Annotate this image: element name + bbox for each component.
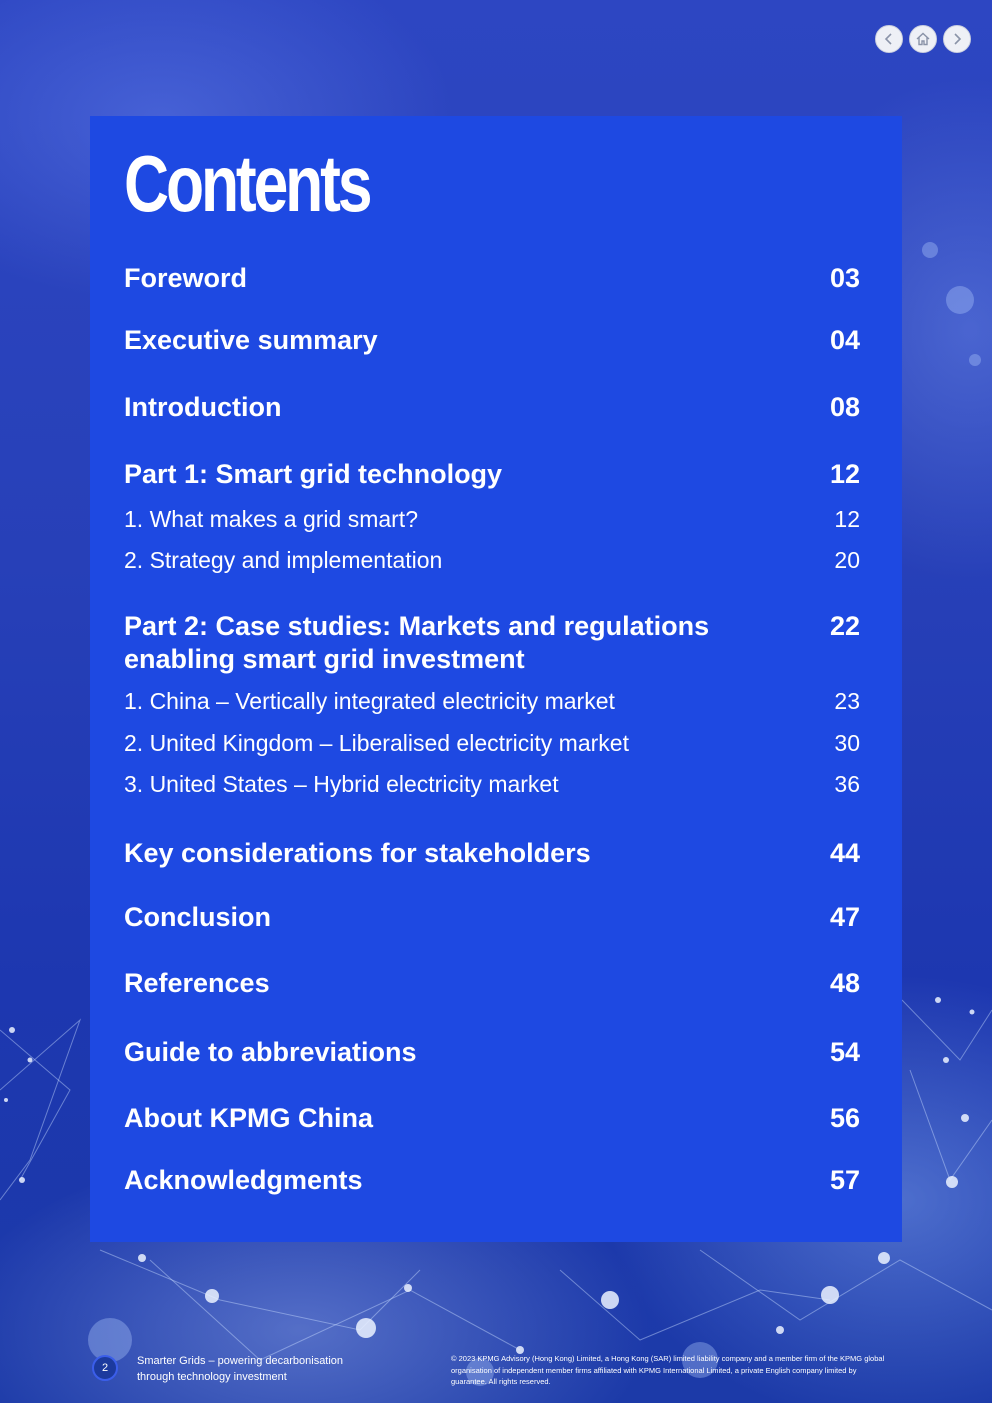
footer-copyright: © 2023 KPMG Advisory (Hong Kong) Limited, a Hong Kong (SAR) limited liability company and a member firm of the KPMG global organisation of independent member firms affiliated with KPMG International Limited, a private English company limited by guarantee. All rights reserved. [451,1354,885,1386]
chevron-left-icon [882,32,896,46]
toc-entry-label: Guide to abbreviations [124,1037,417,1067]
toc-entry-label: About KPMG China [124,1103,373,1133]
toc-entry-label: 2. Strategy and implementation [124,547,443,573]
toc-entry-label: 3. United States – Hybrid electricity market [124,771,559,797]
toc-entry-page: 03 [829,263,860,293]
toc-entry-page: 47 [829,902,860,932]
toc-entry-page: 04 [829,325,860,355]
toc-entry-page: 56 [829,1103,860,1133]
toc-entry-label: 2. United Kingdom – Liberalised electricity market [124,730,629,756]
toc-entry-page: 57 [829,1165,860,1195]
chevron-right-icon [950,32,964,46]
toc-entry-page: 12 [829,459,860,489]
toc-entry-page: 48 [829,968,860,998]
toc-entry-page: 22 [829,611,860,641]
toc-entry-page: 23 [834,688,860,714]
toc-entry-page: 08 [829,392,860,422]
toc-entry-label: Part 1: Smart grid technology [124,459,503,489]
toc-entry-label: References [124,968,270,998]
toc-entry-label: Part 2: Case studies: Markets and regulations enabling smart grid investment [124,611,710,674]
toc-entry-label: Executive summary [124,325,378,355]
toc-entry-label: Foreword [124,263,248,293]
toc-entry-page: 44 [829,838,860,868]
page-navigation [875,25,971,53]
toc-entry-label: Conclusion [124,902,271,932]
previous-page-button[interactable] [875,25,903,53]
next-page-button[interactable] [943,25,971,53]
home-icon [915,31,931,47]
toc-entry-page: 20 [834,547,860,573]
toc-entry-label: Key considerations for stakeholders [124,838,591,868]
home-button[interactable] [909,25,937,53]
contents-panel [90,116,902,1242]
toc-entry-label: 1. China – Vertically integrated electricity market [124,688,615,714]
toc-entry-label: Acknowledgments [124,1165,363,1195]
footer-document-title: Smarter Grids – powering decarbonisation through technology investment [137,1355,344,1383]
toc-entry-page: 12 [834,506,860,532]
toc-entry-page: 54 [829,1037,860,1067]
toc-entry-label: Introduction [124,392,282,422]
toc-entry-page: 36 [834,771,860,797]
toc-entry-label: 1. What makes a grid smart? [124,506,418,532]
page-title: Contents [124,139,370,228]
page-number-badge: 2 [92,1355,118,1381]
toc-entry-page: 30 [834,730,860,756]
